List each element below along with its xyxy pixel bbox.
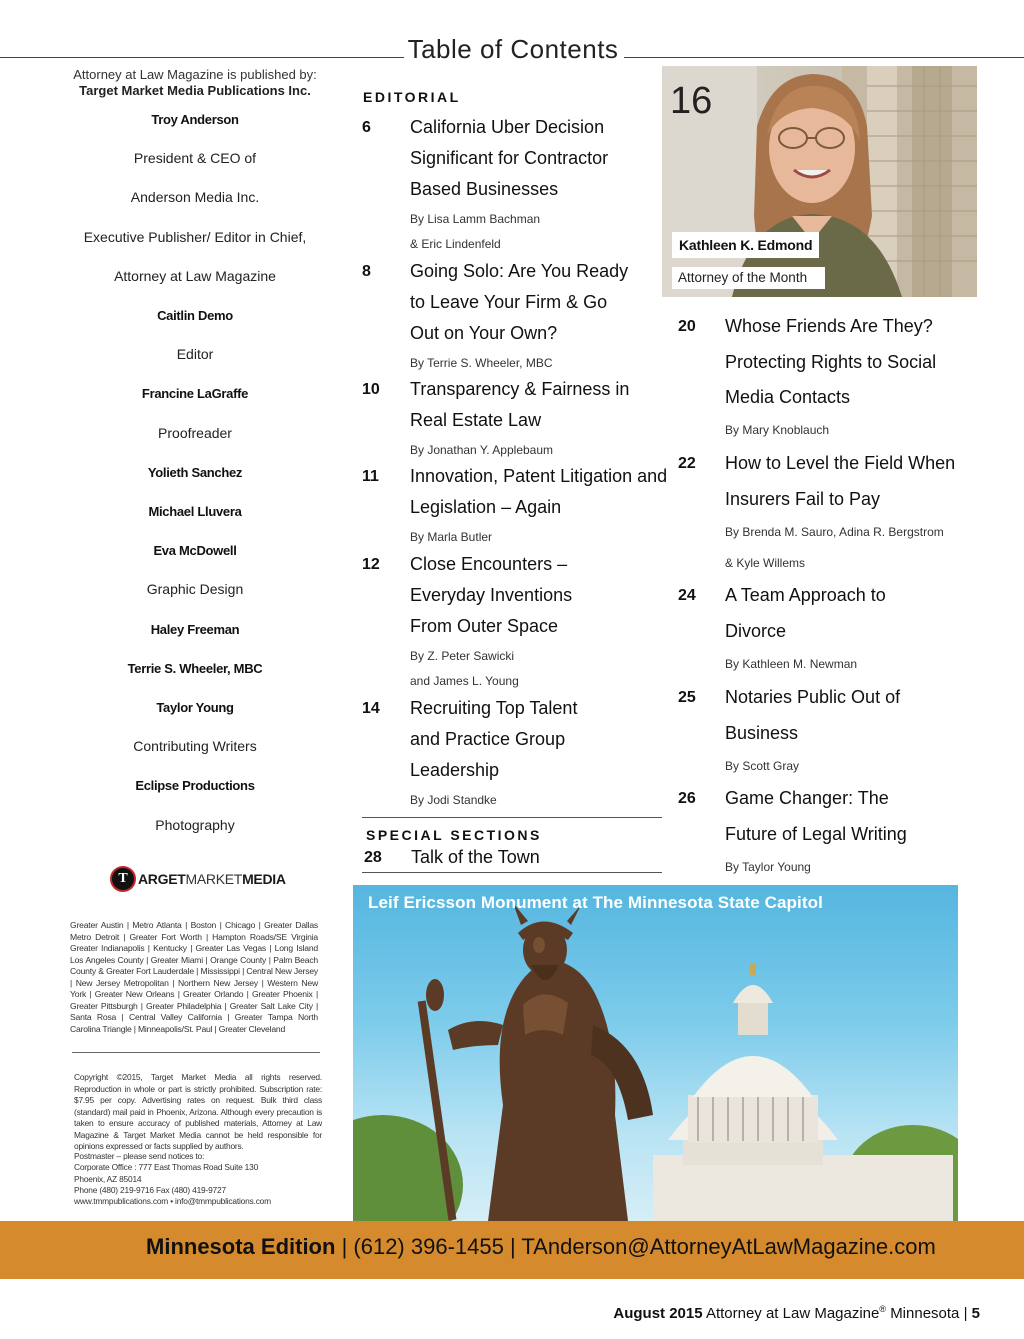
article-byline: By Taylor Young bbox=[725, 859, 811, 874]
article-title-line[interactable]: Out on Your Own? bbox=[410, 323, 558, 343]
article-title-line[interactable]: From Outer Space bbox=[410, 616, 559, 636]
staff-name: Yolieth Sanchez bbox=[147, 465, 243, 480]
logo-mark-icon: T bbox=[110, 866, 136, 892]
article-byline: By Scott Gray bbox=[725, 758, 800, 773]
article-byline: By Jonathan Y. Applebaum bbox=[410, 443, 554, 457]
article-page-number: 26 bbox=[678, 790, 696, 807]
article-title-line[interactable]: Business bbox=[725, 722, 799, 743]
copyright-notice: Copyright ©2015, Target Market Media all rights reserved. Reproduction in whole or part is strictly prohibited. Subscription rate: $7.95 per copy. Advertising rates on request. Bulk third class (standard) mail paid in Phoenix, Arizona. Although every precaution is taken to ensure accuracy of published materials, Attorney at Law Magazine & Target Market Media cannot be held responsible for opinions expressed or facts supplied by authors. bbox=[74, 1072, 322, 1151]
staff-role: Graphic Design bbox=[146, 581, 244, 597]
staff-name: Taylor Young bbox=[156, 700, 234, 715]
article-title-line[interactable]: California Uber Decision bbox=[410, 117, 605, 137]
monument-photo[interactable] bbox=[353, 885, 958, 1221]
article-page-number: 22 bbox=[678, 455, 696, 472]
article-title-line[interactable]: Divorce bbox=[725, 620, 787, 641]
footer-separator: | bbox=[963, 1305, 968, 1322]
magazine-name: Attorney at Law Magazine bbox=[705, 1305, 880, 1322]
staff-name: Michael Lluvera bbox=[148, 504, 242, 519]
logo-wordmark: ARGETMARKETMEDIA bbox=[138, 871, 286, 887]
address-line[interactable]: www.tmmpublications.com • info@tmmpublications.com bbox=[74, 1196, 271, 1206]
article-byline: By Mary Knoblauch bbox=[725, 423, 830, 437]
article-title-line[interactable]: Future of Legal Writing bbox=[725, 823, 907, 844]
staff-role: Executive Publisher/ Editor in Chief, bbox=[83, 229, 307, 245]
staff-role: Attorney at Law Magazine bbox=[114, 268, 276, 284]
article-title-line[interactable]: Significant for Contractor bbox=[410, 148, 609, 168]
editorial-heading: EDITORIAL bbox=[363, 89, 461, 105]
staff-name: Troy Anderson bbox=[151, 112, 239, 127]
article-byline: By Lisa Lamm Bachman bbox=[410, 212, 541, 226]
article-byline: By Jodi Standke bbox=[410, 793, 497, 807]
article-title-line[interactable]: Close Encounters – bbox=[410, 554, 568, 574]
special-title[interactable]: Talk of the Town bbox=[411, 847, 540, 867]
staff-role: Anderson Media Inc. bbox=[130, 189, 260, 205]
staff-role: Editor bbox=[176, 346, 214, 362]
issue-date: August 2015 bbox=[613, 1305, 703, 1322]
article-title-line[interactable]: Innovation, Patent Litigation and bbox=[410, 466, 668, 486]
article-page-number: 12 bbox=[362, 556, 380, 573]
article-byline: By Brenda M. Sauro, Adina R. Bergstrom bbox=[725, 524, 944, 539]
masthead-divider bbox=[72, 1052, 320, 1053]
edition-contact-text bbox=[146, 1234, 936, 1260]
address-line: Phoenix, AZ 85014 bbox=[74, 1174, 142, 1184]
article-title-line[interactable]: Real Estate Law bbox=[410, 410, 542, 430]
article-title-line[interactable]: Whose Friends Are They? bbox=[725, 316, 933, 336]
article-title-line[interactable]: Insurers Fail to Pay bbox=[725, 488, 881, 509]
attorney-of-month-tag: Attorney of the Month bbox=[672, 267, 825, 289]
staff-name: Haley Freeman bbox=[150, 622, 240, 637]
article-title-line[interactable]: to Leave Your Firm & Go bbox=[410, 292, 608, 312]
contact-info[interactable]: | (612) 396-1455 | TAnderson@AttorneyAtLawMagazine.com bbox=[335, 1234, 936, 1259]
article-title-line[interactable]: Going Solo: Are You Ready bbox=[410, 261, 629, 281]
special-page-number: 28 bbox=[364, 849, 382, 866]
staff-role: Photography bbox=[155, 817, 235, 833]
attorney-name-tag: Kathleen K. Edmond bbox=[672, 232, 819, 258]
special-sections-rule-top bbox=[362, 817, 662, 818]
staff-name: Francine LaGraffe bbox=[141, 386, 249, 401]
article-page-number: 10 bbox=[362, 381, 380, 398]
publisher-name: Target Market Media Publications Inc. bbox=[79, 83, 311, 98]
address-line: Corporate Office : 777 East Thomas Road Suite 130 bbox=[74, 1162, 259, 1172]
page-number: 5 bbox=[971, 1305, 980, 1322]
article-title-line[interactable]: Based Businesses bbox=[410, 179, 559, 199]
article-byline: By Marla Butler bbox=[410, 530, 493, 544]
staff-role: Proofreader bbox=[158, 425, 232, 441]
published-by: Attorney at Law Magazine is published by: bbox=[73, 67, 317, 82]
article-title-line[interactable]: How to Level the Field When bbox=[725, 453, 956, 473]
footer-region: Minnesota bbox=[890, 1305, 960, 1322]
address-line: Phone (480) 219-9716 Fax (480) 419-9727 bbox=[74, 1185, 226, 1195]
article-title-line[interactable]: Leadership bbox=[410, 760, 500, 780]
article-page-number: 25 bbox=[678, 689, 696, 706]
special-sections-rule-bottom bbox=[362, 872, 662, 873]
article-byline: & Eric Lindenfeld bbox=[410, 236, 501, 251]
article-page-number: 8 bbox=[362, 263, 371, 280]
article-byline: By Kathleen M. Newman bbox=[725, 656, 858, 671]
cover-feature-page-number: 16 bbox=[670, 80, 713, 122]
monument-caption: Leif Ericsson Monument at The Minnesota State Capitol bbox=[368, 893, 823, 912]
article-byline: By Z. Peter Sawicki bbox=[410, 649, 515, 663]
monument-illustration bbox=[353, 885, 958, 1221]
staff-name: Eva McDowell bbox=[153, 543, 237, 558]
staff-role: Contributing Writers bbox=[133, 738, 257, 754]
article-page-number: 14 bbox=[362, 700, 380, 717]
special-sections-heading: SPECIAL SECTIONS bbox=[366, 827, 542, 843]
staff-name: Caitlin Demo bbox=[157, 308, 233, 323]
article-title-line[interactable]: and Practice Group bbox=[410, 729, 566, 749]
header-rule-right bbox=[624, 57, 1024, 58]
article-page-number: 20 bbox=[678, 318, 696, 335]
article-title-line[interactable]: Game Changer: The bbox=[725, 788, 889, 808]
article-byline: & Kyle Willems bbox=[725, 555, 806, 570]
staff-name: Terrie S. Wheeler, MBC bbox=[127, 661, 263, 676]
article-title-line[interactable]: Recruiting Top Talent bbox=[410, 698, 578, 718]
article-title-line[interactable]: Media Contacts bbox=[725, 387, 851, 407]
header-rule-left bbox=[0, 57, 404, 58]
article-byline: and James L. Young bbox=[410, 673, 519, 688]
address-line: Postmaster – please send notices to: bbox=[74, 1151, 205, 1161]
article-title-line[interactable]: Legislation – Again bbox=[410, 497, 562, 517]
target-market-media-logo bbox=[110, 866, 286, 892]
article-title-line[interactable]: A Team Approach to bbox=[725, 585, 886, 605]
article-title-line[interactable]: Protecting Rights to Social bbox=[725, 351, 937, 372]
article-page-number: 24 bbox=[678, 587, 696, 604]
registered-mark: ® bbox=[879, 1304, 887, 1314]
article-title-line[interactable]: Everyday Inventions bbox=[410, 585, 573, 605]
article-title-line[interactable]: Notaries Public Out of bbox=[725, 687, 901, 707]
page-title: Table of Contents bbox=[407, 34, 619, 64]
edition-name: Minnesota Edition bbox=[146, 1234, 336, 1259]
market-list: Greater Austin | Metro Atlanta | Boston | Chicago | Greater Dallas Metro Detroit | Greater Fort Worth | Hampton Roads/SE Virginia Greater Indianapolis | Kentucky | Greater Las Vegas | Long Island Los Angeles County | Greater Miami | Orange County | Palm Beach County & Greater Fort Lauderdale | Mississippi | Central New Jersey | New Jersey Metropolitan | Northern New Jersey | Western New York | Greater New Orleans | Greater Orlando | Greater Phoenix | Greater Pittsburgh | Greater Philadelphia | Greater Salt Lake City | Santa Rosa | Central Valley California | Greater Tampa North Carolina Triangle | Minneapolis/St. Paul | Greater Cleveland bbox=[70, 920, 318, 1034]
article-page-number: 11 bbox=[362, 468, 379, 485]
article-byline: By Terrie S. Wheeler, MBC bbox=[410, 356, 553, 370]
article-page-number: 6 bbox=[362, 119, 371, 136]
staff-role: President & CEO of bbox=[133, 150, 257, 166]
page-footer bbox=[613, 1304, 980, 1322]
staff-name: Eclipse Productions bbox=[135, 778, 255, 793]
article-title-line[interactable]: Transparency & Fairness in bbox=[410, 379, 630, 399]
